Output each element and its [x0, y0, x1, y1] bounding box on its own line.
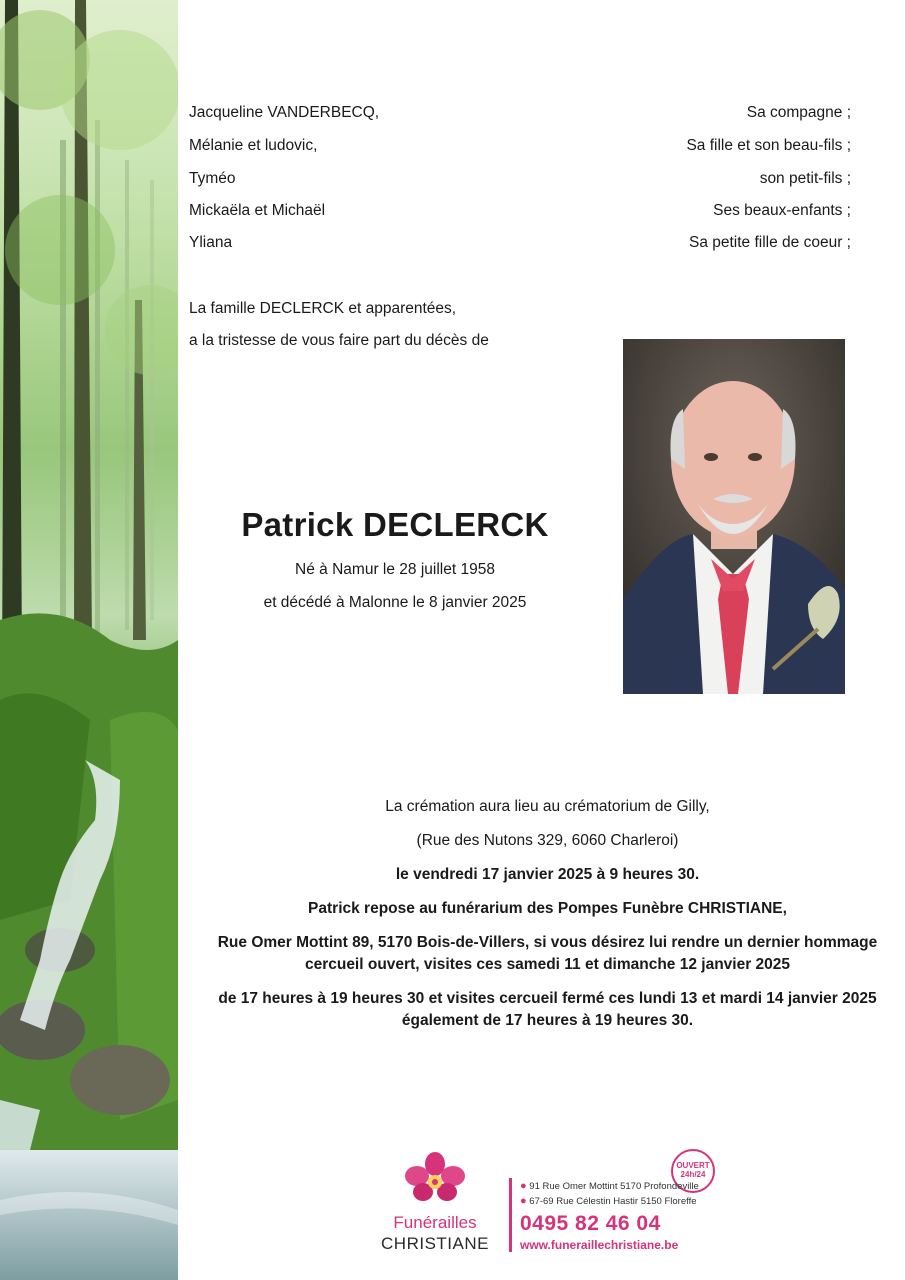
visit-line-2b: également de 17 heures à 19 heures 30. [401, 1012, 694, 1029]
deceased-name: Patrick DECLERCK [241, 506, 549, 543]
location-pin-icon: ● [520, 1195, 527, 1207]
address-line-1 [520, 1180, 699, 1192]
address-2-text: 67-69 Rue Célestin Hastir 5150 Floreffe [529, 1196, 697, 1207]
birth-info: Né à Namur le 28 juillet 1958 [295, 561, 495, 578]
brand-line-1: Funérailles [393, 1213, 477, 1232]
relative-relation: Sa compagne ; [746, 104, 851, 121]
intro-family-line: La famille DECLERCK et apparentées, [189, 300, 457, 317]
relative-name: Mickaëla et Michaël [189, 202, 326, 219]
relative-relation: Sa petite fille de coeur ; [689, 234, 851, 251]
visit-line-2a: de 17 heures à 19 heures 30 et visites cercueil fermé ces lundi 13 et mardi 14 janvier 2025 [218, 990, 877, 1007]
relative-relation: son petit-fils ; [759, 170, 851, 187]
badge-line-1: OUVERT [676, 1161, 710, 1170]
relative-name: Tyméo [189, 170, 236, 187]
phone-number: 0495 82 46 04 [520, 1212, 661, 1235]
portrait-photo [623, 339, 845, 694]
intro-announcement-line: a la tristesse de vous faire part du décès de [189, 332, 489, 349]
death-info: et décédé à Malonne le 8 janvier 2025 [263, 594, 527, 611]
relative-name: Yliana [189, 234, 233, 251]
badge-line-2: 24h/24 [680, 1170, 706, 1179]
funerarium-line: Patrick repose au funérarium des Pompes Funèbre CHRISTIANE, [308, 900, 787, 917]
cremation-line: La crémation aura lieu au crématorium de Gilly, [385, 798, 710, 815]
address-line-2 [520, 1195, 697, 1207]
relative-name: Mélanie et ludovic, [189, 137, 318, 154]
relative-relation: Sa fille et son beau-fils ; [686, 137, 851, 154]
orchid-logo-icon [405, 1152, 465, 1204]
brand-line-2: CHRISTIANE [381, 1234, 489, 1253]
relative-name: Jacqueline VANDERBECQ, [189, 104, 380, 121]
forest-side-image [0, 0, 178, 1280]
website-link[interactable]: www.funeraillechristiane.be [520, 1238, 679, 1252]
forest-illustration [0, 0, 178, 1280]
location-pin-icon: ● [520, 1180, 527, 1192]
crematorium-address: (Rue des Nutons 329, 6060 Charleroi) [416, 832, 679, 849]
visit-line-1a: Rue Omer Mottint 89, 5170 Bois-de-Villers, si vous désirez lui rendre un dernier hommage [217, 934, 878, 951]
address-1-text: 91 Rue Omer Mottint 5170 Profondeville [529, 1181, 699, 1192]
footer-divider [509, 1178, 512, 1252]
relative-relation: Ses beaux-enfants ; [713, 202, 851, 219]
portrait-illustration [623, 339, 845, 694]
visit-line-1b: cercueil ouvert, visites ces samedi 11 et dimanche 12 janvier 2025 [304, 956, 791, 973]
ceremony-date: le vendredi 17 janvier 2025 à 9 heures 30. [395, 866, 700, 883]
